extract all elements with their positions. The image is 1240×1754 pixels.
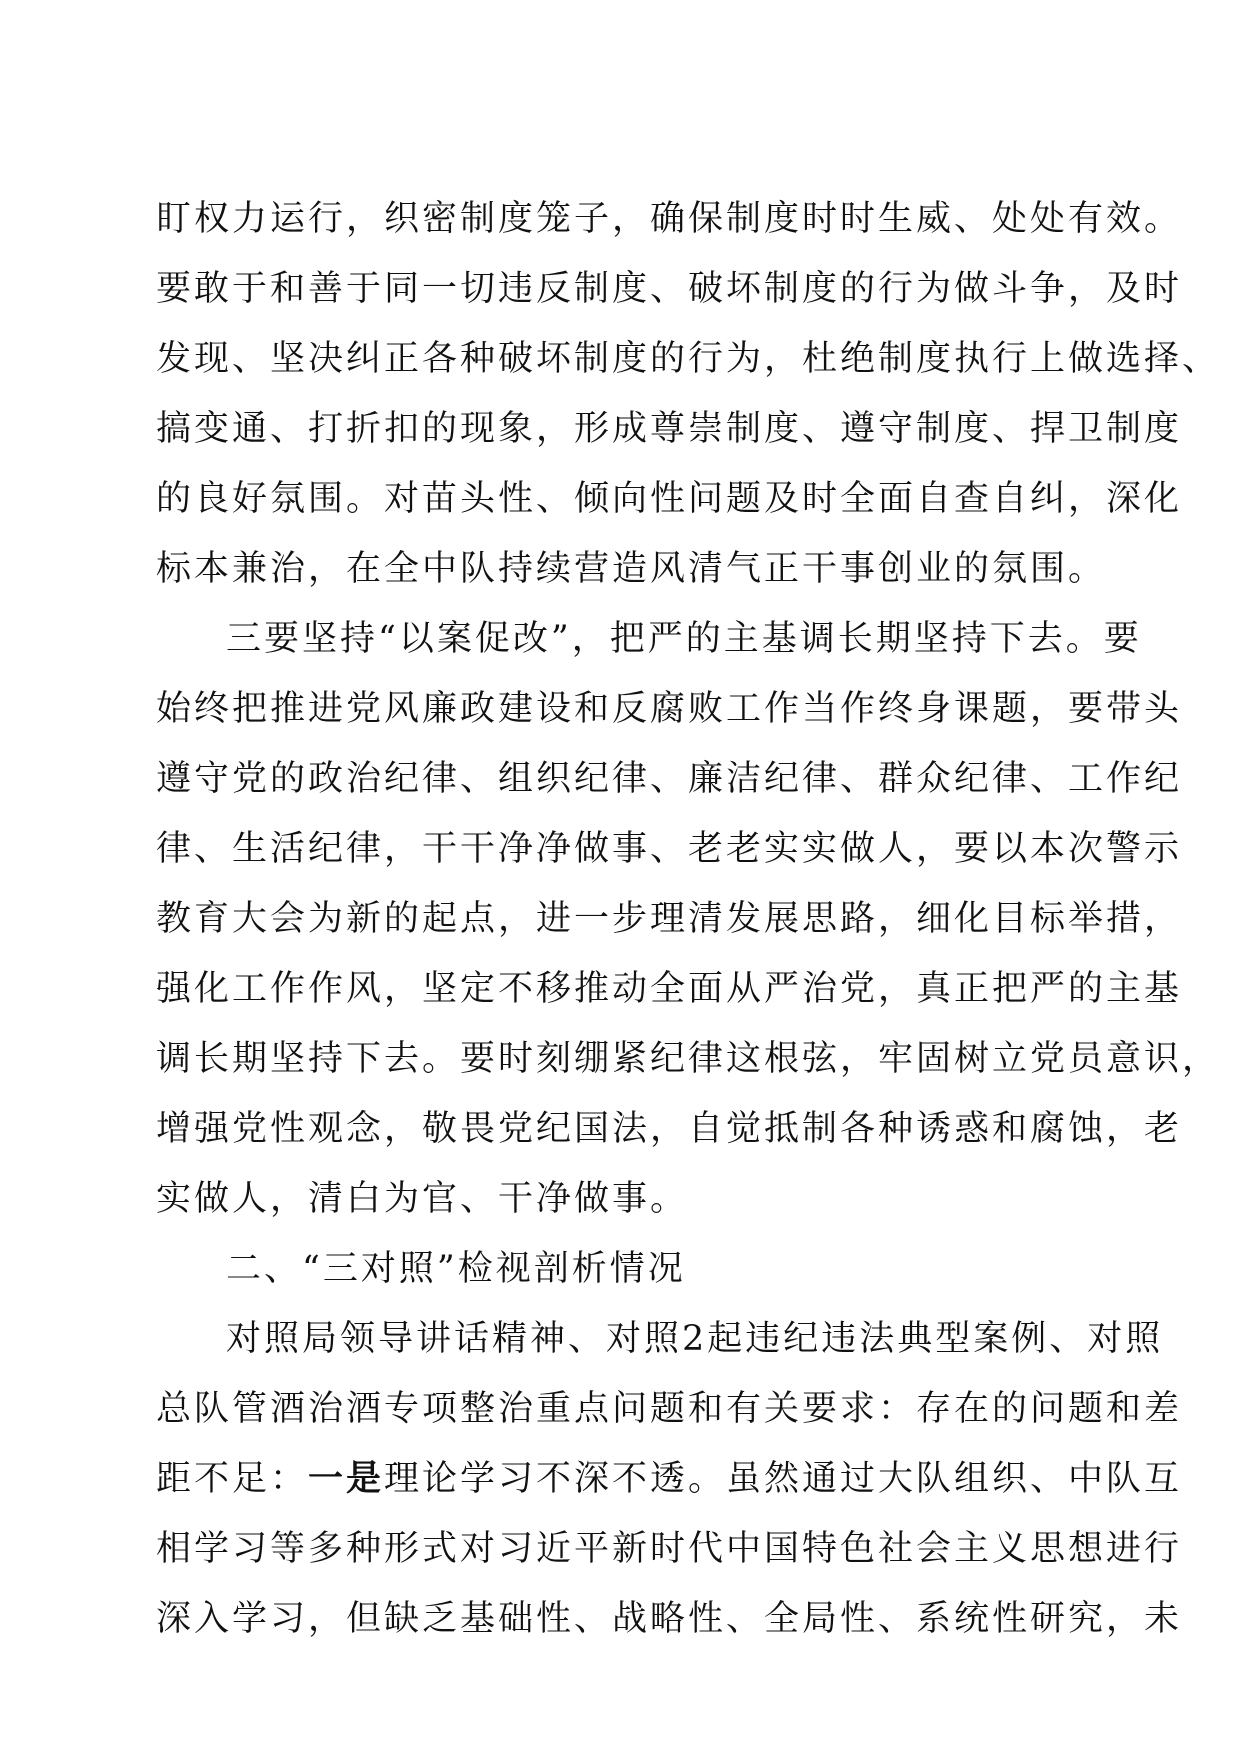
text-line: 增强党性观念，敬畏党纪国法，自觉抵制各种诱惑和腐蚀，老 (156, 1109, 1183, 1149)
text-line: 相学习等多种形式对习近平新时代中国特色社会主义思想进行 (156, 1529, 1183, 1569)
text-line: 强化工作作风，坚定不移推动全面从严治党，真正把严的主基 (156, 969, 1183, 1009)
text-line: 发现、坚决纠正各种破坏制度的行为，杜绝制度执行上做选择、 (156, 339, 1221, 379)
document-body (156, 184, 1221, 1654)
text-line-with-emphasis (156, 1444, 1183, 1514)
paragraph-start-line: 三要坚持“以案促改”，把严的主基调长期坚持下去。要 (226, 619, 1142, 659)
text-line: 深入学习，但缺乏基础性、战略性、全局性、系统性研究，未 (156, 1599, 1183, 1639)
text-line: 教育大会为新的起点，进一步理清发展思路，细化目标举措， (156, 899, 1183, 939)
text-line: 实做人，清白为官、干净做事。 (156, 1179, 689, 1219)
text-line: 总队管酒治酒专项整治重点问题和有关要求：存在的问题和差 (156, 1389, 1183, 1429)
section-heading: 二、“三对照”检视剖析情况 (226, 1249, 686, 1289)
text-line: 始终把推进党风廉政建设和反腐败工作当作终身课题，要带头 (156, 689, 1183, 729)
text-line: 搞变通、打折扣的现象，形成尊崇制度、遵守制度、捍卫制度 (156, 409, 1183, 449)
text-line: 标本兼治，在全中队持续营造风清气正干事创业的氛围。 (156, 549, 1107, 589)
text-span: 理论学习不深不透。虽然通过大队组织、中队互 (384, 1459, 1183, 1499)
text-line: 盯权力运行，织密制度笼子，确保制度时时生威、处处有效。 (156, 199, 1183, 239)
text-line: 调长期坚持下去。要时刻绷紧纪律这根弦，牢固树立党员意识， (156, 1039, 1221, 1079)
text-line: 律、生活纪律，干干净净做事、老老实实做人，要以本次警示 (156, 829, 1183, 869)
emphasis-text: 一是 (308, 1458, 385, 1499)
text-span: 距不足： (156, 1459, 309, 1499)
text-line: 遵守党的政治纪律、组织纪律、廉洁纪律、群众纪律、工作纪 (156, 759, 1183, 799)
text-line: 要敢于和善于同一切违反制度、破坏制度的行为做斗争，及时 (156, 269, 1183, 309)
text-line: 的良好氛围。对苗头性、倾向性问题及时全面自查自纠，深化 (156, 479, 1183, 519)
paragraph-start-line: 对照局领导讲话精神、对照2起违纪违法典型案例、对照 (226, 1319, 1164, 1359)
